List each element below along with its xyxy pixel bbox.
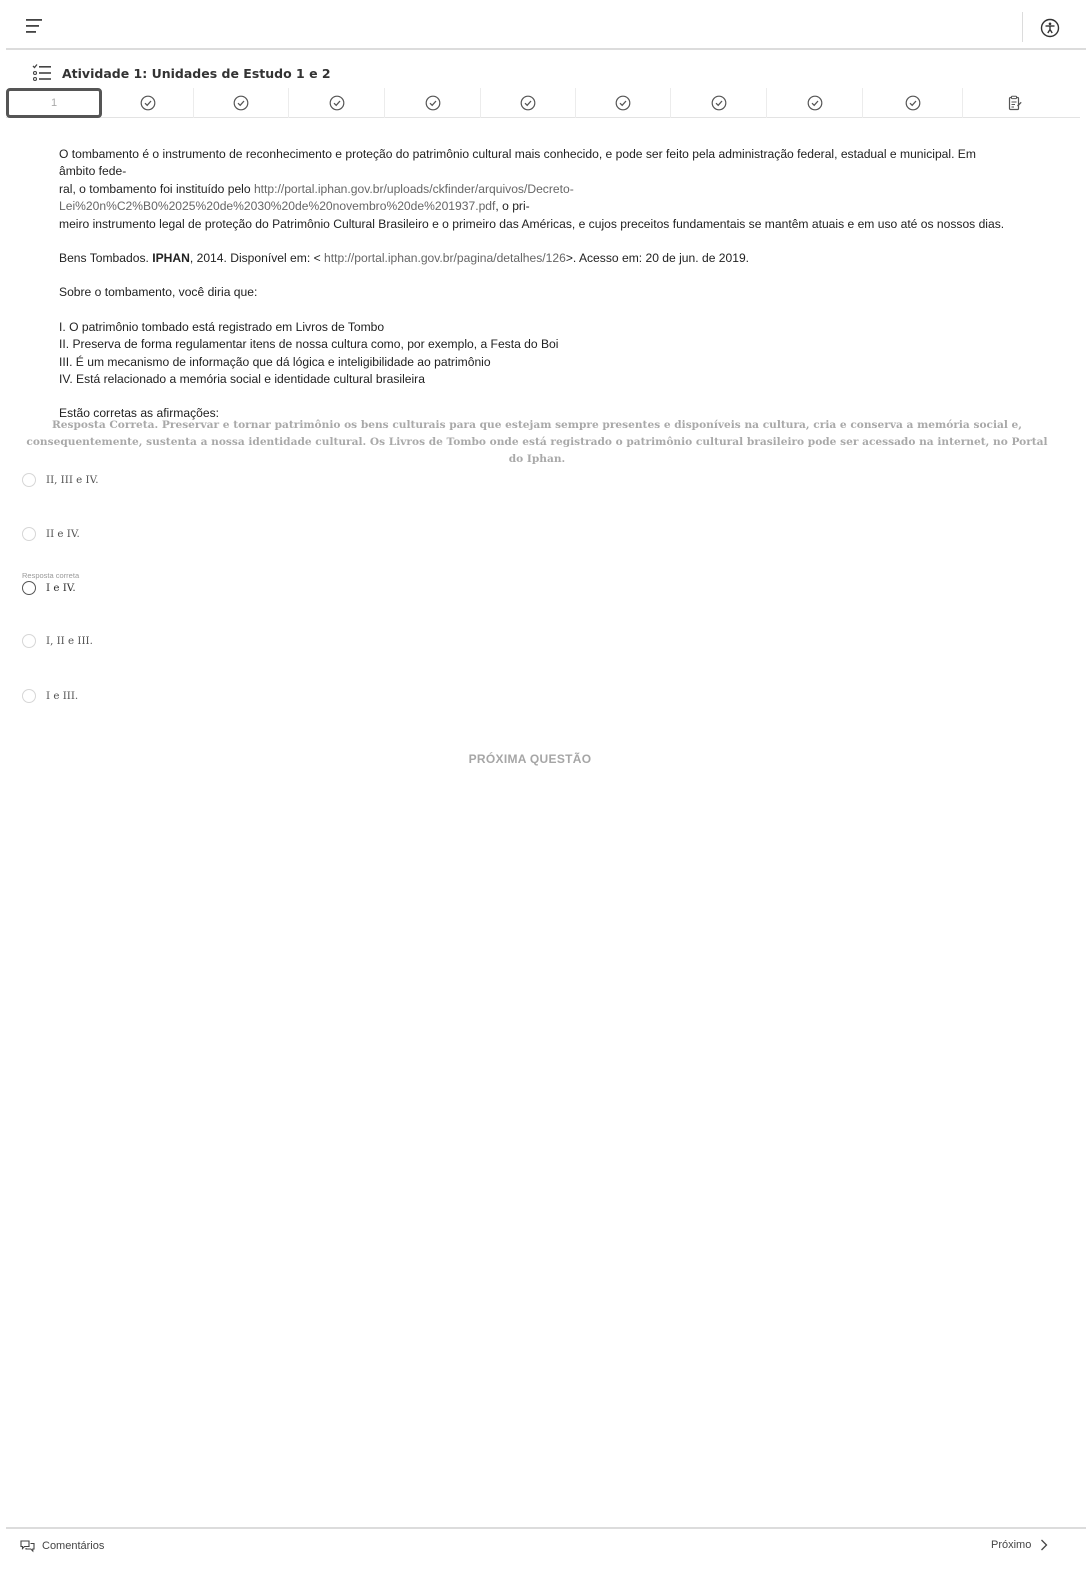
reference [59, 250, 1009, 267]
paragraph-text: , o pri- [495, 199, 530, 214]
reference-text: >. Acesso em: 20 de jun. de 2019. [565, 251, 750, 266]
check-circle-icon [905, 95, 921, 111]
question-closing: Estão corretas as afirmações: [59, 406, 219, 421]
decree-link[interactable]: http://portal.iphan.gov.br/uploads/ckfinder/arquivos/Decreto-Lei%20n%C2%B0%2025%20de%2030%20de%20novembro%20de%201937.pdf [59, 181, 574, 214]
question-tab-2[interactable] [102, 88, 194, 118]
chevron-right-icon [1039, 1539, 1049, 1551]
question-tab-3[interactable] [194, 88, 289, 118]
reference-text: , 2014. Disponível em: < [189, 251, 324, 266]
reference-link[interactable]: http://portal.iphan.gov.br/pagina/detalhes/126 [324, 251, 566, 266]
statement-item: IV. Está relacionado a memória social e identidade cultural brasileira [59, 372, 425, 387]
activity-header [32, 62, 331, 84]
statement-item: II. Preserva de forma regulamentar itens de nossa cultura como, por exemplo, a Festa do Boi [59, 337, 559, 352]
checklist-icon [32, 63, 52, 83]
paragraph-line: meiro instrumento legal de proteção do Patrimônio Cultural Brasileiro e o primeiro das Américas, e cujos preceitos fundamentais se mantêm atuais e em uso até os nossos dias. [59, 216, 1005, 231]
feedback-line: Resposta Correta. Preservar e tornar patrimônio os bens culturais para que estejam sempre presentes e disponíveis na cultura, cria e conserva a memória social e, [51, 419, 1022, 431]
reference-source: IPHAN [152, 251, 190, 266]
activity-title: Atividade 1: Unidades de Estudo 1 e 2 [62, 65, 331, 81]
option-label: I e III. [46, 690, 79, 702]
check-circle-icon [520, 95, 536, 111]
radio-button[interactable] [22, 581, 36, 595]
question-tab-summary[interactable] [963, 88, 1067, 118]
paragraph-line [59, 181, 1009, 216]
radio-button[interactable] [22, 634, 36, 648]
comments-label: Comentários [42, 1540, 105, 1552]
check-circle-icon [615, 95, 631, 111]
check-circle-icon [807, 95, 823, 111]
statement-item: III. É um mecanismo de informação que dá lógica e inteligibilidade ao patrimônio [59, 354, 491, 369]
chat-bubbles-icon [20, 1539, 35, 1553]
footer-bar [6, 1527, 1086, 1584]
question-statement [59, 146, 1009, 423]
question-tab-6[interactable] [481, 88, 576, 118]
question-tab-10[interactable] [863, 88, 963, 118]
question-prompt: Sobre o tombamento, você diria que: [59, 285, 258, 300]
next-button[interactable] [991, 1539, 1049, 1551]
option-label: II, III e IV. [46, 474, 99, 486]
question-tab-8[interactable] [671, 88, 767, 118]
clipboard-edit-icon [1007, 95, 1023, 111]
question-tab-1[interactable] [6, 88, 102, 118]
correct-answer-tag: Resposta correta [22, 571, 80, 580]
question-navigation [6, 88, 1080, 118]
comments-button[interactable] [20, 1539, 104, 1553]
top-bar [6, 0, 1086, 50]
accessibility-icon[interactable] [1040, 18, 1060, 38]
paragraph-line: O tombamento é o instrumento de reconhecimento e proteção do patrimônio cultural mais conhecido, e pode ser feito pela administração federal, estadual e municipal. Em âmbito fede- [59, 147, 976, 179]
answer-option-d[interactable] [22, 632, 93, 650]
option-label: I e IV. [46, 582, 76, 594]
next-question-button[interactable]: PRÓXIMA QUESTÃO [468, 752, 592, 766]
check-circle-icon [233, 95, 249, 111]
check-circle-icon [425, 95, 441, 111]
answer-option-a[interactable] [22, 471, 99, 489]
hamburger-icon[interactable] [26, 18, 48, 34]
reference-text: Bens Tombados. [59, 251, 153, 266]
question-tab-5[interactable] [385, 88, 481, 118]
answer-feedback [22, 417, 1052, 468]
statement-item: I. O patrimônio tombado está registrado em Livros de Tombo [59, 319, 385, 334]
radio-button[interactable] [22, 473, 36, 487]
question-tab-7[interactable] [576, 88, 671, 118]
answer-option-e[interactable] [22, 687, 78, 705]
option-label: II e IV. [46, 528, 80, 540]
check-circle-icon [711, 95, 727, 111]
answer-option-c[interactable] [22, 579, 76, 597]
next-label: Próximo [991, 1539, 1032, 1551]
answer-option-b[interactable] [22, 525, 80, 543]
feedback-line: consequentemente, sustenta a nossa identidade cultural. Os Livros de Tombo onde está registrado o patrimônio cultural brasileiro pode ser acessado na internet, no Portal do Iphan. [26, 436, 1048, 465]
question-tab-9[interactable] [767, 88, 863, 118]
radio-button[interactable] [22, 527, 36, 541]
paragraph-text: ral, o tombamento foi instituído pelo [59, 181, 254, 196]
question-tab-4[interactable] [289, 88, 385, 118]
check-circle-icon [140, 95, 156, 111]
radio-button[interactable] [22, 689, 36, 703]
top-divider [1022, 12, 1023, 42]
option-label: I, II e III. [46, 635, 93, 647]
question-number: 1 [50, 97, 58, 109]
check-circle-icon [329, 95, 345, 111]
